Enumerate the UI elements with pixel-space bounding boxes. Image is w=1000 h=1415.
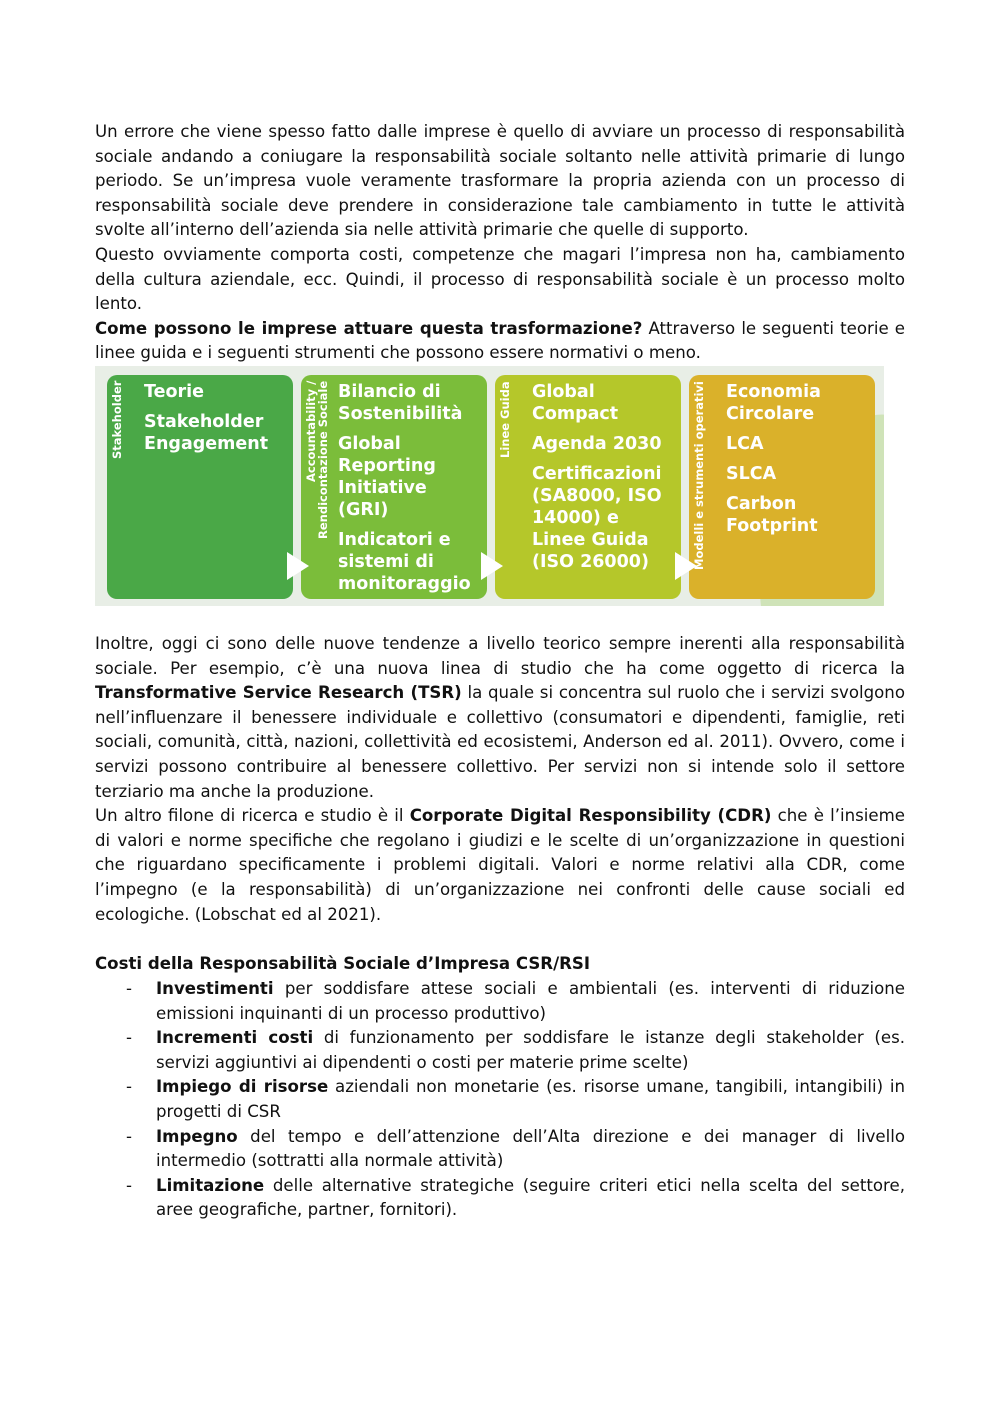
costs-list bbox=[95, 977, 905, 1223]
dash-bullet: - bbox=[126, 1077, 132, 1097]
trends-paragraph-2 bbox=[95, 804, 905, 927]
list-item bbox=[95, 1075, 905, 1124]
item-term: Impiego di risorse bbox=[156, 1077, 329, 1097]
text-run: Inoltre, oggi ci sono delle nuove tendenze a livello teorico sempre inerenti alla responsabilità sociale. Per esempio, c’è una nuova linea di studio che ha come oggetto di ricerca la bbox=[95, 634, 905, 678]
intro-question: Come possono le imprese attuare questa trasformazione? bbox=[95, 318, 643, 338]
diagram-column-modelli bbox=[689, 375, 875, 599]
column-item: SLCA bbox=[726, 464, 777, 484]
column-item: Certificazioni (SA8000, ISO 14000) e Linee Guida (ISO 26000) bbox=[532, 464, 662, 572]
column-item: Stakeholder Engagement bbox=[144, 412, 269, 454]
dash-bullet: - bbox=[126, 1028, 132, 1048]
column-item: Global Reporting Initiative (GRI) bbox=[338, 434, 436, 520]
trends-section bbox=[95, 632, 905, 927]
dash-bullet: - bbox=[126, 1175, 132, 1195]
list-item bbox=[95, 1125, 905, 1174]
item-text: di funzionamento per soddisfare le istanze degli stakeholder (es. servizi aggiuntivi ai dipendenti o costi per materie prime scelte) bbox=[156, 1028, 905, 1072]
list-item bbox=[95, 1026, 905, 1075]
column-label: Linee Guida bbox=[498, 381, 512, 458]
intro-answer: Attraverso le seguenti teorie e linee guida e i seguenti strumenti che possono essere normativi o meno. bbox=[95, 318, 906, 363]
arrow-right-icon bbox=[287, 552, 309, 580]
intro-paragraph-3 bbox=[95, 317, 905, 366]
item-text: del tempo e dell’attenzione dell’Alta direzione e dei manager di livello intermedio (sottratti alla normale attività) bbox=[156, 1126, 905, 1171]
column-label: Stakeholder bbox=[110, 381, 124, 460]
column-item: Bilancio di Sostenibilità bbox=[338, 382, 463, 424]
item-text: delle alternative strategiche (seguire criteri etici nella scelta del settore, aree geografiche, partner, fornitori). bbox=[156, 1175, 905, 1220]
diagram-column-accountability bbox=[301, 375, 487, 599]
text-run: Un altro filone di ricerca e studio è il bbox=[95, 806, 410, 826]
tsr-term: Transformative Service Research (TSR) bbox=[95, 683, 462, 703]
trends-paragraph-1 bbox=[95, 632, 905, 804]
dash-bullet: - bbox=[126, 1126, 132, 1146]
item-term: Investimenti bbox=[156, 979, 274, 998]
diagram-column-linee-guida bbox=[495, 375, 681, 599]
column-item: Economia Circolare bbox=[726, 382, 821, 424]
column-item: Carbon Footprint bbox=[726, 494, 818, 536]
intro-paragraph-1: Un errore che viene spesso fatto dalle imprese è quello di avviare un processo di responsabilità sociale andando a coniugare la responsabilità sociale soltanto nelle attività primarie di lungo periodo. Se un’impresa vuole veramente trasformare la propria azienda con un processo di responsabilità sociale deve prendere in considerazione tale cambiamento in tutte le attività svolte all’interno dell’azienda sia nelle attività primarie che quelle di supporto. bbox=[95, 122, 905, 240]
list-item bbox=[95, 977, 905, 1026]
item-term: Limitazione bbox=[156, 1175, 265, 1195]
arrow-right-icon bbox=[481, 552, 503, 580]
intro-section bbox=[95, 120, 905, 366]
text-run: la quale si concentra sul ruolo che i servizi svolgono nell’influenzare il benessere individuale e collettivo (consumatori e dipendenti, famiglie, reti sociali, comunità, città, nazioni, collettività ed ecosistemi, Anderson ed al. 2011). Ovvero, come i servizi possono contribuire al benessere collettivo. Per servizi non si intende solo il settore terziario ma anche la produzione. bbox=[95, 683, 905, 801]
column-item: Agenda 2030 bbox=[532, 434, 662, 454]
csr-tools-diagram bbox=[95, 366, 884, 606]
cdr-term: Corporate Digital Responsibility (CDR) bbox=[409, 806, 772, 826]
column-item: Global Compact bbox=[532, 382, 619, 424]
column-label: Accountability / Rendicontazione Sociale bbox=[304, 381, 330, 540]
text-run: che è l’insieme di valori e norme specifiche che regolano i giudizi e le scelte di un’organizzazione in questioni che riguardano specificamente i problemi digitali. Valori e norme relativi alla CDR, come l’impegno (e la responsabilità) di un’organizzazione nei confronti delle cause sociali ed ecologiche. (Lobschat ed al 2021). bbox=[95, 806, 906, 924]
item-text: per soddisfare attese sociali e ambientali (es. interventi di riduzione emissioni inquinanti di un processo produttivo) bbox=[156, 979, 905, 1023]
arrow-right-icon bbox=[675, 552, 697, 580]
dash-bullet: - bbox=[126, 979, 132, 998]
column-item: LCA bbox=[726, 434, 764, 454]
list-item bbox=[95, 1174, 905, 1223]
column-item: Teorie bbox=[144, 382, 205, 402]
item-text: aziendali non monetarie (es. risorse umane, tangibili, intangibili) in progetti di CSR bbox=[156, 1077, 905, 1121]
costs-heading: Costi della Responsabilità Sociale d’Impresa CSR/RSI bbox=[95, 954, 591, 973]
item-term: Incrementi costi bbox=[156, 1028, 314, 1048]
column-label: Modelli e strumenti operativi bbox=[692, 381, 706, 570]
item-term: Impegno bbox=[156, 1126, 238, 1146]
intro-paragraph-2: Questo ovviamente comporta costi, competenze che magari l’impresa non ha, cambiamento della cultura aziendale, ecc. Quindi, il processo di responsabilità sociale è un processo molto lento. bbox=[95, 244, 905, 314]
diagram-column-stakeholder bbox=[107, 375, 293, 599]
column-item: Indicatori e sistemi di monitoraggio bbox=[338, 530, 471, 594]
